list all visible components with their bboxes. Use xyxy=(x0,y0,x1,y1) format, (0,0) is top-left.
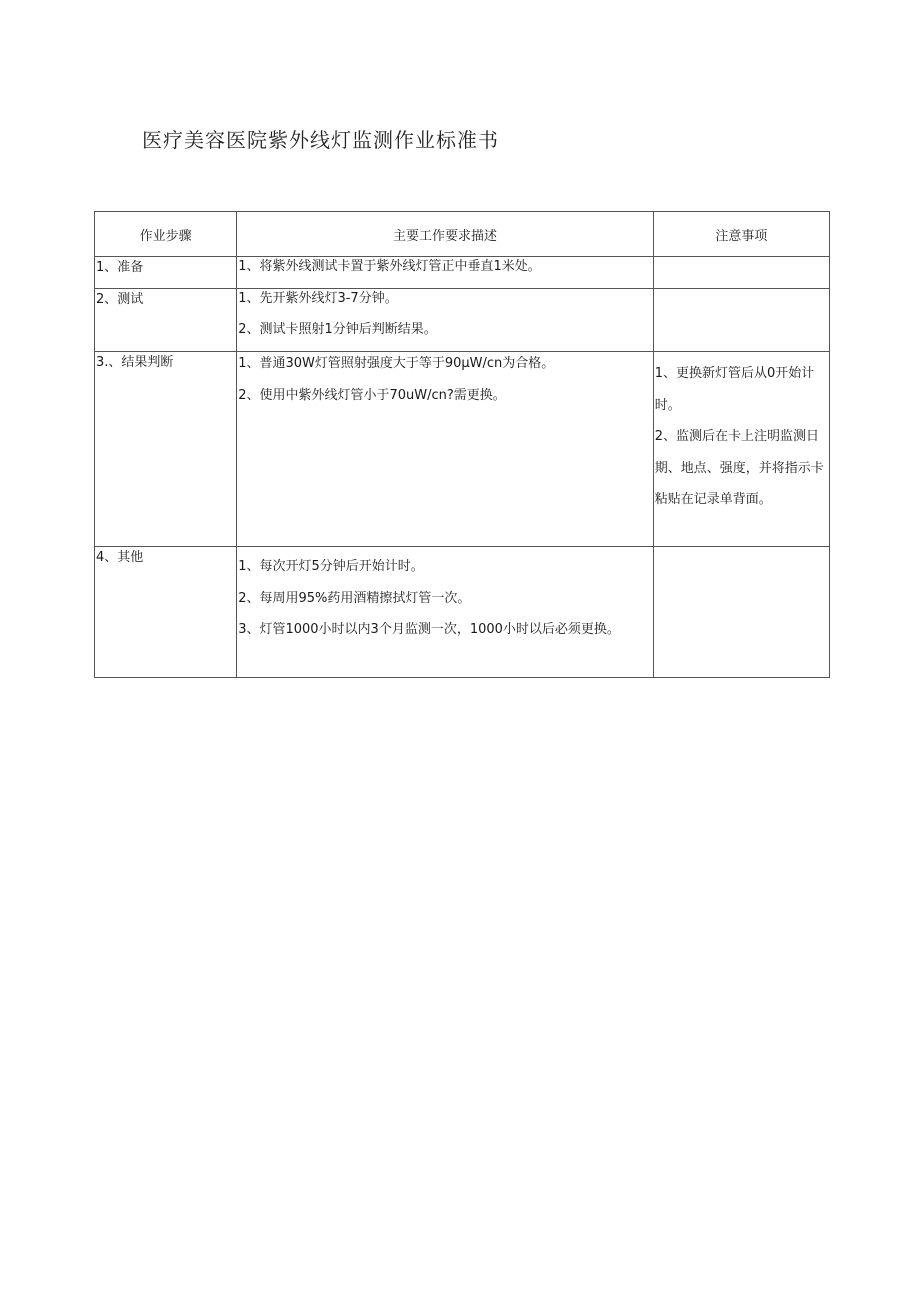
step-label: 4、其他 xyxy=(96,550,144,565)
description-line: 1、普通30W灯管照射强度大于等于90μW/cn为合格。 xyxy=(238,356,555,371)
notes-cell xyxy=(653,352,829,547)
note-line: 2、监测后在卡上注明监测日期、地点、强度，并将指示卡粘贴在记录单背面。 xyxy=(654,429,824,507)
header-description: 主要工作要求描述 xyxy=(237,212,654,257)
description-line: 3、灯管1000小时以内3个月监测一次，1000小时以后必须更换。 xyxy=(238,622,620,637)
description-cell xyxy=(237,257,654,289)
step-cell xyxy=(95,257,237,289)
description-line: 1、先开紫外线灯3-7分钟。 xyxy=(238,291,398,306)
procedure-table xyxy=(94,211,830,678)
header-notes: 注意事项 xyxy=(653,212,829,257)
document-title: 医疗美容医院紫外线灯监测作业标准书 xyxy=(142,128,499,152)
table-header-row xyxy=(95,212,830,257)
description-line: 2、使用中紫外线灯管小于70uW/cn?需更换。 xyxy=(238,388,506,403)
description-line: 2、每周用95%药用酒精擦拭灯管一次。 xyxy=(238,590,471,606)
table-row-test xyxy=(95,289,830,352)
description-line: 1、将紫外线测试卡置于紫外线灯管正中垂直1米处。 xyxy=(238,259,541,274)
description-cell xyxy=(237,352,654,547)
step-label: 1、准备 xyxy=(96,260,144,275)
description-cell xyxy=(237,547,654,678)
description-line: 1、每次开灯5分钟后开始计时。 xyxy=(238,559,424,574)
step-label: 2、测试 xyxy=(96,292,144,307)
notes-cell xyxy=(653,289,829,352)
table-row-judgement xyxy=(95,352,830,547)
description-cell xyxy=(237,289,654,352)
step-cell xyxy=(95,547,237,678)
notes-cell xyxy=(653,547,829,678)
notes-cell xyxy=(653,257,829,289)
table-row-prepare xyxy=(95,257,830,289)
step-label: 3.、结果判断 xyxy=(96,355,174,370)
header-step: 作业步骤 xyxy=(95,212,237,257)
step-cell xyxy=(95,352,237,547)
note-line: 1、更换新灯管后从0开始计时。 xyxy=(654,366,815,413)
table-row-other xyxy=(95,547,830,678)
step-cell xyxy=(95,289,237,352)
description-line: 2、测试卡照射1分钟后判断结果。 xyxy=(238,322,437,337)
